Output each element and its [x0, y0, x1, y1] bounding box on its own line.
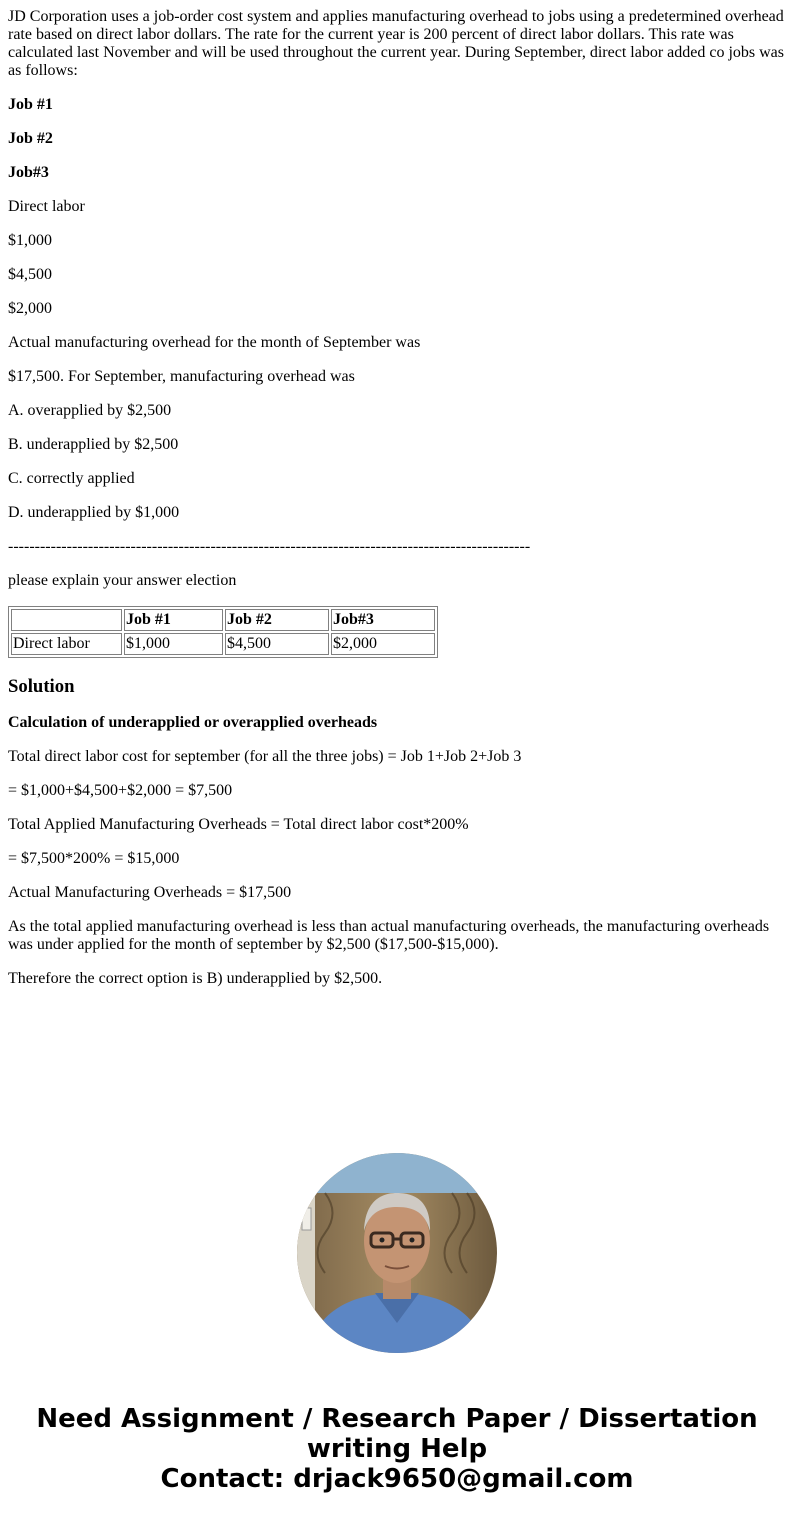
option-a: A. overapplied by $2,500: [8, 402, 172, 419]
dashed-divider: --------------------------------------------------------------------------------------------------: [8, 538, 531, 555]
job-1-heading: Job #1: [8, 96, 53, 113]
solution-conclusion: Therefore the correct option is B) underapplied by $2,500.: [8, 970, 383, 987]
solution-line: Total direct labor cost for september (for all the three jobs) = Job 1+Job 2+Job 3: [8, 748, 522, 765]
job-3-amount: $2,000: [8, 300, 52, 317]
solution-line: = $7,500*200% = $15,000: [8, 850, 180, 867]
job-3-heading: Job#3: [8, 164, 49, 181]
solution-line: As the total applied manufacturing overhead is less than actual manufacturing overheads, the manufacturing overheads was under applied for the month of september by $2,500 ($17,500-$15,000).: [8, 918, 770, 953]
solution-line: Total Applied Manufacturing Overheads = Total direct labor cost*200%: [8, 816, 469, 833]
table-header-row: [11, 609, 435, 631]
question-intro: JD Corporation uses a job-order cost system and applies manufacturing overhead to jobs using a predetermined overhead rate based on direct labor dollars. The rate for the current year is 200 percent of direct labor dollars. This rate was calculated last November and will be used throughout the current year. During September, direct labor added co jobs was as follows:: [8, 8, 784, 79]
job-2-heading: Job #2: [8, 130, 53, 147]
explain-prompt: please explain your answer election: [8, 572, 237, 589]
table-header-cell: Job#3: [331, 609, 435, 631]
table-header-cell: Job #1: [124, 609, 223, 631]
document-body: [8, 8, 786, 1004]
promo-banner: [0, 1404, 794, 1494]
author-portrait-image: [297, 1153, 497, 1353]
option-c: C. correctly applied: [8, 470, 135, 487]
actual-overhead-line-2: $17,500. For September, manufacturing overhead was: [8, 368, 355, 385]
solution-heading: Solution: [8, 676, 75, 697]
option-b: B. underapplied by $2,500: [8, 436, 179, 453]
direct-labor-table: [8, 606, 438, 658]
table-row: [11, 633, 435, 655]
table-header-cell: Job #2: [225, 609, 329, 631]
author-photo: [297, 1153, 497, 1353]
actual-overhead-line-1: Actual manufacturing overhead for the month of September was: [8, 334, 421, 351]
table-cell: $2,000: [331, 633, 435, 655]
direct-labor-label: Direct labor: [8, 198, 85, 215]
promo-line-2: writing Help: [306, 1434, 488, 1464]
table-cell: $4,500: [225, 633, 329, 655]
solution-subtitle: Calculation of underapplied or overapplied overheads: [8, 714, 378, 731]
job-1-amount: $1,000: [8, 232, 52, 249]
job-2-amount: $4,500: [8, 266, 52, 283]
solution-line: = $1,000+$4,500+$2,000 = $7,500: [8, 782, 233, 799]
solution-line: Actual Manufacturing Overheads = $17,500: [8, 884, 292, 901]
promo-contact: Contact: drjack9650@gmail.com: [160, 1464, 634, 1494]
table-header-cell: [11, 609, 122, 631]
table-cell: $1,000: [124, 633, 223, 655]
table-cell: Direct labor: [11, 633, 122, 655]
promo-line-1: Need Assignment / Research Paper / Dissertation: [36, 1404, 758, 1434]
option-d: D. underapplied by $1,000: [8, 504, 180, 521]
